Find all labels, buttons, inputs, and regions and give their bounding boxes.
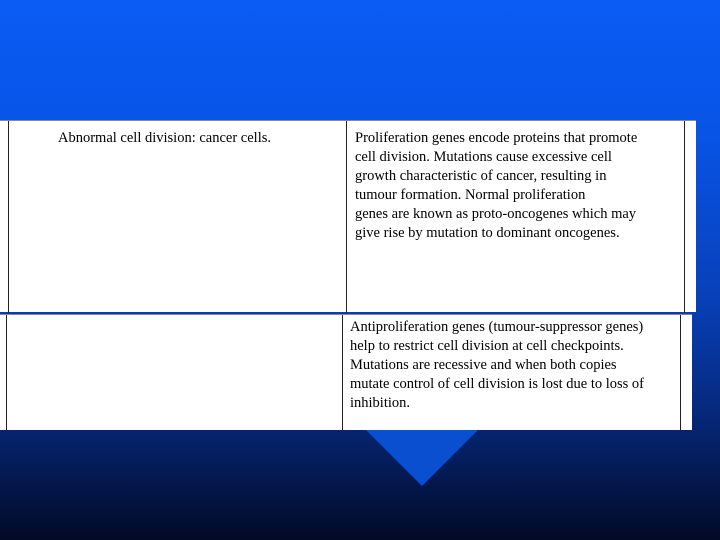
text-line: Proliferation genes encode proteins that promote: [355, 130, 638, 146]
text-line: give rise by mutation to dominant oncogenes.: [355, 225, 620, 241]
down-arrow-triangle-icon: [364, 428, 480, 486]
text-line: Antiproliferation genes (tumour-suppressor genes): [350, 319, 644, 335]
table-border-right: [684, 121, 685, 313]
text-line: mutate control of cell division is lost due to loss of: [350, 376, 644, 392]
text-line: tumour formation. Normal proliferation: [355, 187, 586, 203]
row2-right-cell-text: [350, 318, 644, 413]
text-line: growth characteristic of cancer, resulting in: [355, 168, 607, 184]
row1-left-cell-text: Abnormal cell division: cancer cells.: [58, 130, 271, 146]
text-line: genes are known as proto-oncogenes which may: [355, 206, 637, 222]
table-border-right: [680, 315, 681, 431]
text-line: cell division. Mutations cause excessive cell: [355, 149, 612, 165]
scanned-table: [0, 120, 696, 430]
text-line: Mutations are recessive and when both copies: [350, 357, 617, 373]
table-border-left: [6, 315, 7, 431]
table-column-divider: [342, 315, 343, 431]
table-row: [0, 314, 692, 430]
row1-right-cell-text: [355, 129, 637, 243]
text-line: help to restrict cell division at cell checkpoints.: [350, 338, 624, 354]
table-row: [0, 120, 696, 312]
table-column-divider: [346, 121, 347, 313]
text-line: inhibition.: [350, 395, 411, 411]
table-border-left: [8, 121, 9, 313]
